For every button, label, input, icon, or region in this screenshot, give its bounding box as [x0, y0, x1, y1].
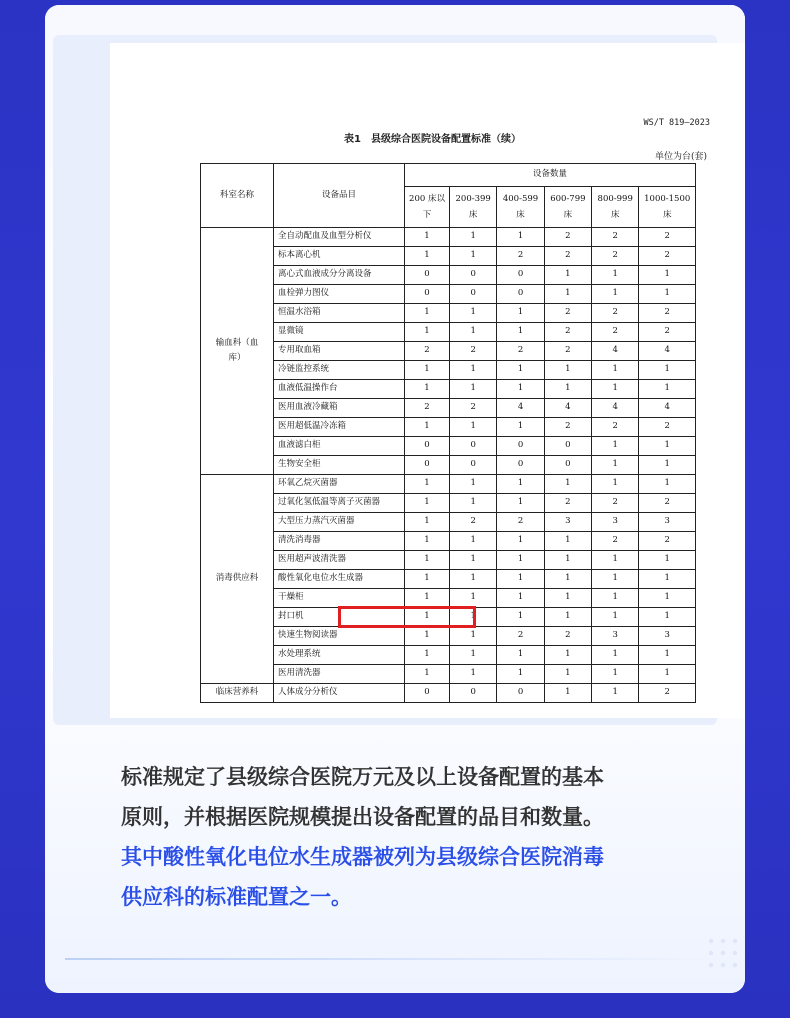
qty-cell: 1 — [450, 589, 497, 608]
qty-cell: 1 — [405, 608, 450, 627]
item-cell: 专用取血箱 — [274, 342, 405, 361]
dept-cell: 临床营养科 — [201, 684, 274, 703]
qty-cell: 2 — [544, 342, 591, 361]
qty-cell: 2 — [544, 494, 591, 513]
qty-cell: 2 — [497, 627, 544, 646]
qty-cell: 1 — [450, 323, 497, 342]
qty-cell: 1 — [450, 228, 497, 247]
qty-cell: 0 — [405, 437, 450, 456]
item-cell: 过氧化氢低温等离子灭菌器 — [274, 494, 405, 513]
qty-cell: 0 — [405, 266, 450, 285]
qty-cell: 1 — [497, 323, 544, 342]
qty-cell: 1 — [450, 247, 497, 266]
qty-cell: 3 — [544, 513, 591, 532]
table-row — [201, 380, 696, 399]
header-row — [201, 164, 696, 187]
qty-cell: 1 — [592, 475, 639, 494]
qty-cell: 2 — [639, 684, 696, 703]
qty-cell: 1 — [450, 608, 497, 627]
qty-cell: 1 — [544, 608, 591, 627]
item-cell: 显微镜 — [274, 323, 405, 342]
table-row — [201, 304, 696, 323]
qty-cell: 1 — [497, 304, 544, 323]
table-row — [201, 589, 696, 608]
paragraph-line-2: 原则，并根据医院规模提出设备配置的品目和数量。 — [121, 805, 604, 829]
table-row — [201, 228, 696, 247]
qty-cell: 0 — [405, 456, 450, 475]
item-cell: 医用血液冷藏箱 — [274, 399, 405, 418]
qty-cell: 1 — [405, 418, 450, 437]
qty-cell: 1 — [497, 665, 544, 684]
qty-cell: 2 — [450, 342, 497, 361]
qty-cell: 1 — [450, 570, 497, 589]
qty-cell: 1 — [405, 228, 450, 247]
qty-cell: 0 — [497, 456, 544, 475]
qty-cell: 1 — [592, 380, 639, 399]
qty-cell: 1 — [497, 570, 544, 589]
document-page — [110, 43, 745, 718]
qty-cell: 1 — [450, 361, 497, 380]
qty-cell: 2 — [592, 304, 639, 323]
qty-cell: 1 — [405, 513, 450, 532]
decorative-line — [65, 958, 725, 960]
table-row — [201, 418, 696, 437]
qty-cell: 1 — [592, 361, 639, 380]
qty-cell: 1 — [405, 589, 450, 608]
qty-cell: 1 — [405, 532, 450, 551]
header-dept: 科室名称 — [201, 164, 274, 228]
table-row — [201, 551, 696, 570]
qty-cell: 1 — [639, 475, 696, 494]
qty-cell: 2 — [405, 342, 450, 361]
qty-cell: 1 — [592, 684, 639, 703]
table-row — [201, 570, 696, 589]
qty-cell: 2 — [592, 494, 639, 513]
qty-cell: 1 — [639, 589, 696, 608]
table-row — [201, 342, 696, 361]
unit-label: 单位为台(套) — [654, 152, 707, 162]
item-cell: 血栓弹力图仪 — [274, 285, 405, 304]
table-row — [201, 627, 696, 646]
header-quantity: 设备数量 — [405, 164, 696, 187]
paragraph-line-4: 供应科的标准配置之一。 — [121, 885, 352, 909]
qty-cell: 1 — [405, 627, 450, 646]
item-cell: 酸性氧化电位水生成器 — [274, 570, 405, 589]
qty-cell: 3 — [592, 627, 639, 646]
qty-cell: 1 — [592, 589, 639, 608]
qty-cell: 1 — [405, 665, 450, 684]
table-row — [201, 247, 696, 266]
qty-cell: 2 — [639, 247, 696, 266]
header-size: 400-599 床 — [497, 187, 544, 228]
item-cell: 清洗消毒器 — [274, 532, 405, 551]
qty-cell: 1 — [497, 494, 544, 513]
qty-cell: 1 — [639, 456, 696, 475]
qty-cell: 1 — [450, 494, 497, 513]
qty-cell: 1 — [405, 475, 450, 494]
qty-cell: 2 — [405, 399, 450, 418]
qty-cell: 1 — [544, 646, 591, 665]
qty-cell: 1 — [497, 228, 544, 247]
highlight-box — [338, 606, 476, 628]
dept-cell: 输血科（血库） — [201, 228, 274, 475]
qty-cell: 3 — [639, 513, 696, 532]
qty-cell: 2 — [497, 342, 544, 361]
table-row — [201, 323, 696, 342]
item-cell: 大型压力蒸汽灭菌器 — [274, 513, 405, 532]
qty-cell: 1 — [639, 665, 696, 684]
qty-cell: 4 — [639, 342, 696, 361]
qty-cell: 1 — [592, 646, 639, 665]
description-paragraph — [121, 757, 721, 917]
qty-cell: 2 — [544, 304, 591, 323]
qty-cell: 1 — [544, 475, 591, 494]
content-card — [45, 5, 745, 993]
qty-cell: 1 — [544, 684, 591, 703]
qty-cell: 0 — [544, 456, 591, 475]
item-cell: 人体成分分析仪 — [274, 684, 405, 703]
item-cell: 血液低温操作台 — [274, 380, 405, 399]
header-item: 设备品目 — [274, 164, 405, 228]
qty-cell: 4 — [544, 399, 591, 418]
qty-cell: 3 — [592, 513, 639, 532]
item-cell: 干燥柜 — [274, 589, 405, 608]
qty-cell: 1 — [450, 627, 497, 646]
table-row — [201, 513, 696, 532]
header-size: 200 床以下 — [405, 187, 450, 228]
standard-code: WS/T 819—2023 — [643, 118, 710, 128]
qty-cell: 1 — [450, 418, 497, 437]
item-cell: 标本离心机 — [274, 247, 405, 266]
qty-cell: 2 — [544, 418, 591, 437]
table-row — [201, 646, 696, 665]
qty-cell: 1 — [497, 380, 544, 399]
qty-cell: 2 — [592, 228, 639, 247]
qty-cell: 1 — [450, 380, 497, 399]
qty-cell: 2 — [592, 247, 639, 266]
qty-cell: 2 — [544, 323, 591, 342]
qty-cell: 1 — [405, 323, 450, 342]
qty-cell: 1 — [592, 456, 639, 475]
qty-cell: 1 — [592, 285, 639, 304]
item-cell: 离心式血液成分分离设备 — [274, 266, 405, 285]
qty-cell: 2 — [450, 399, 497, 418]
qty-cell: 1 — [497, 418, 544, 437]
qty-cell: 2 — [592, 323, 639, 342]
item-cell: 医用超低温冷冻箱 — [274, 418, 405, 437]
header-size: 200-399 床 — [450, 187, 497, 228]
table-row — [201, 361, 696, 380]
qty-cell: 1 — [497, 589, 544, 608]
table-row — [201, 665, 696, 684]
qty-cell: 0 — [450, 684, 497, 703]
item-cell: 医用超声波清洗器 — [274, 551, 405, 570]
qty-cell: 4 — [639, 399, 696, 418]
decorative-dots — [705, 935, 745, 975]
qty-cell: 1 — [497, 532, 544, 551]
item-cell: 冷链监控系统 — [274, 361, 405, 380]
qty-cell: 1 — [405, 304, 450, 323]
qty-cell: 0 — [497, 285, 544, 304]
qty-cell: 1 — [405, 570, 450, 589]
qty-cell: 4 — [592, 399, 639, 418]
qty-cell: 0 — [405, 684, 450, 703]
qty-cell: 1 — [497, 551, 544, 570]
item-cell: 生物安全柜 — [274, 456, 405, 475]
paragraph-line-1: 标准规定了县级综合医院万元及以上设备配置的基本 — [121, 765, 604, 789]
qty-cell: 1 — [405, 494, 450, 513]
qty-cell: 1 — [544, 665, 591, 684]
paragraph-line-3: 其中酸性氧化电位水生成器被列为县级综合医院消毒 — [121, 845, 604, 869]
qty-cell: 1 — [592, 665, 639, 684]
qty-cell: 1 — [544, 570, 591, 589]
qty-cell: 1 — [639, 646, 696, 665]
qty-cell: 1 — [544, 532, 591, 551]
qty-cell: 1 — [497, 646, 544, 665]
qty-cell: 2 — [639, 304, 696, 323]
item-cell: 全自动配血及血型分析仪 — [274, 228, 405, 247]
qty-cell: 1 — [639, 266, 696, 285]
qty-cell: 2 — [639, 418, 696, 437]
qty-cell: 1 — [544, 361, 591, 380]
qty-cell: 1 — [450, 551, 497, 570]
qty-cell: 1 — [639, 608, 696, 627]
qty-cell: 2 — [639, 228, 696, 247]
qty-cell: 1 — [592, 437, 639, 456]
qty-cell: 1 — [450, 304, 497, 323]
qty-cell: 1 — [450, 646, 497, 665]
qty-cell: 2 — [544, 228, 591, 247]
item-cell: 快速生物阅读器 — [274, 627, 405, 646]
table-row — [201, 684, 696, 703]
qty-cell: 1 — [405, 380, 450, 399]
qty-cell: 1 — [592, 570, 639, 589]
qty-cell: 1 — [405, 247, 450, 266]
qty-cell: 1 — [639, 285, 696, 304]
qty-cell: 1 — [639, 380, 696, 399]
qty-cell: 1 — [497, 475, 544, 494]
qty-cell: 1 — [450, 665, 497, 684]
header-size: 800-999 床 — [592, 187, 639, 228]
qty-cell: 2 — [592, 418, 639, 437]
table-title: 表1 县级综合医院设备配置标准（续） — [344, 134, 521, 145]
qty-cell: 1 — [544, 551, 591, 570]
table-row — [201, 285, 696, 304]
qty-cell: 1 — [544, 589, 591, 608]
dept-cell: 消毒供应科 — [201, 475, 274, 684]
table-row — [201, 456, 696, 475]
qty-cell: 0 — [450, 456, 497, 475]
table-row — [201, 532, 696, 551]
table-row — [201, 266, 696, 285]
qty-cell: 1 — [639, 361, 696, 380]
item-cell: 恒温水浴箱 — [274, 304, 405, 323]
qty-cell: 0 — [497, 266, 544, 285]
qty-cell: 0 — [450, 285, 497, 304]
qty-cell: 2 — [450, 513, 497, 532]
header-size: 600-799 床 — [544, 187, 591, 228]
table-row — [201, 475, 696, 494]
qty-cell: 1 — [592, 608, 639, 627]
qty-cell: 2 — [639, 532, 696, 551]
qty-cell: 1 — [450, 532, 497, 551]
qty-cell: 2 — [497, 247, 544, 266]
qty-cell: 0 — [450, 437, 497, 456]
qty-cell: 0 — [450, 266, 497, 285]
qty-cell: 0 — [544, 437, 591, 456]
table-row — [201, 437, 696, 456]
qty-cell: 1 — [592, 551, 639, 570]
qty-cell: 2 — [544, 247, 591, 266]
qty-cell: 1 — [544, 285, 591, 304]
qty-cell: 1 — [405, 551, 450, 570]
qty-cell: 1 — [450, 475, 497, 494]
qty-cell: 0 — [497, 437, 544, 456]
qty-cell: 2 — [497, 513, 544, 532]
qty-cell: 2 — [639, 323, 696, 342]
qty-cell: 1 — [639, 570, 696, 589]
qty-cell: 1 — [544, 380, 591, 399]
table-row — [201, 494, 696, 513]
qty-cell: 3 — [639, 627, 696, 646]
qty-cell: 1 — [639, 437, 696, 456]
item-cell: 医用清洗器 — [274, 665, 405, 684]
qty-cell: 1 — [405, 361, 450, 380]
item-cell: 水处理系统 — [274, 646, 405, 665]
qty-cell: 0 — [405, 285, 450, 304]
qty-cell: 2 — [592, 532, 639, 551]
item-cell: 环氧乙烷灭菌器 — [274, 475, 405, 494]
table-row — [201, 399, 696, 418]
qty-cell: 1 — [405, 646, 450, 665]
qty-cell: 4 — [497, 399, 544, 418]
qty-cell: 4 — [592, 342, 639, 361]
qty-cell: 1 — [544, 266, 591, 285]
qty-cell: 2 — [639, 494, 696, 513]
qty-cell: 1 — [592, 266, 639, 285]
item-cell: 封口机 — [274, 608, 405, 627]
header-size: 1000-1500 床 — [639, 187, 696, 228]
qty-cell: 2 — [544, 627, 591, 646]
qty-cell: 1 — [497, 361, 544, 380]
qty-cell: 1 — [497, 608, 544, 627]
item-cell: 血液滤白柜 — [274, 437, 405, 456]
qty-cell: 0 — [497, 684, 544, 703]
qty-cell: 1 — [639, 551, 696, 570]
